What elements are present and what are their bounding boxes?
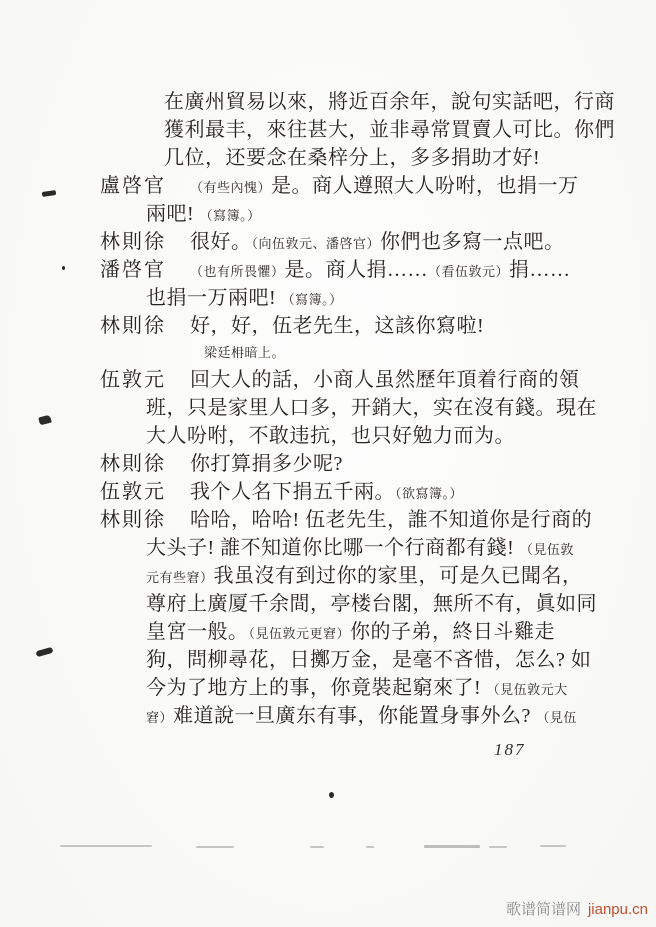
ink-speck bbox=[329, 792, 334, 798]
dialogue-text: 我个人名下捐五千兩。 bbox=[190, 481, 395, 503]
script-line bbox=[100, 228, 580, 256]
script-line bbox=[100, 646, 592, 674]
dialogue-text: 也捐一万兩吧! bbox=[146, 287, 282, 309]
stage-note-text: 元有些窘） bbox=[146, 570, 214, 585]
dialogue-text: 哈哈，哈哈! 伍老先生，誰不知道你是行商的 bbox=[190, 509, 593, 531]
dialogue-text: 獲利最丰，來往甚大，並非尋常買賣人可比。你們 bbox=[164, 119, 615, 141]
script-line bbox=[100, 284, 580, 312]
script-line bbox=[100, 618, 580, 646]
scan-smudge bbox=[489, 846, 507, 848]
ink-speck bbox=[42, 190, 57, 197]
dialogue-text: 在廣州貿易以來，將近百余年，說句实話吧，行商 bbox=[164, 91, 615, 113]
dialogue-text: 狗，問柳尋花，日擲万金，是毫不吝惜，怎么? 如 bbox=[146, 649, 592, 671]
page-number: 187 bbox=[494, 740, 526, 759]
script-line bbox=[100, 450, 580, 478]
stage-note-text: （見伍敦元更窘） bbox=[248, 626, 351, 641]
script-line bbox=[100, 534, 580, 562]
speaker-name: 伍敦元 bbox=[100, 481, 166, 503]
script-line bbox=[100, 506, 593, 534]
dialogue-text: 大头子! 誰不知道你比哪一个行商都有錢! bbox=[146, 537, 520, 559]
scan-smudge bbox=[310, 846, 324, 848]
dialogue-text: 很好。 bbox=[190, 231, 252, 253]
stage-note-text: （見伍敦元大 bbox=[486, 682, 568, 697]
stage-note-text: （寫簿。） bbox=[199, 208, 261, 223]
stage-note-text: （見伍 bbox=[536, 710, 577, 725]
dialogue-text: 捐…… bbox=[509, 259, 571, 281]
watermark-site-link[interactable]: jianpu.cn bbox=[587, 901, 648, 918]
scan-smudge bbox=[540, 845, 566, 847]
dialogue-text: 是。商人捐…… bbox=[284, 259, 429, 281]
dialogue-text: 兩吧! bbox=[146, 203, 200, 225]
ink-speck bbox=[38, 415, 52, 426]
dialogue-text: 你們也多寫一点吧。 bbox=[380, 231, 565, 253]
watermark bbox=[506, 898, 648, 919]
speaker-name: 林則徐 bbox=[100, 453, 166, 475]
dialogue-text: 是。商人遵照大人吩咐，也捐一万 bbox=[271, 175, 579, 197]
dialogue-text: 班，只是家里人口多，开銷大，实在沒有錢。現在 bbox=[146, 397, 597, 419]
script-line bbox=[100, 702, 580, 730]
dialogue-text: 我虽沒有到过你的家里，可是久已聞名， bbox=[213, 565, 583, 587]
stage-note-text: （見伍敦 bbox=[519, 542, 574, 557]
dialogue-text: 梁廷枏暗上。 bbox=[204, 345, 286, 360]
ink-speck bbox=[36, 647, 54, 657]
speaker-name: 潘啓官 bbox=[100, 259, 166, 281]
stage-direction-line bbox=[100, 340, 580, 366]
dialogue-text: 尊府上廣厦千余間，亭楼台閣，無所不有，眞如同 bbox=[146, 593, 597, 615]
stage-note-text: （看伍敦元） bbox=[428, 264, 510, 279]
dialogue-text: 你的子弟，終日斗雞走 bbox=[350, 621, 556, 643]
script-text-block bbox=[100, 88, 615, 730]
speaker-name: 盧啓官 bbox=[100, 175, 166, 197]
script-line bbox=[100, 200, 580, 228]
script-line bbox=[100, 478, 580, 506]
stage-note-text: （寫簿。） bbox=[281, 292, 343, 307]
script-line bbox=[100, 312, 580, 340]
script-line bbox=[100, 674, 580, 702]
dialogue-text: 难道說一旦廣东有事，你能置身事外么? bbox=[173, 705, 537, 727]
script-line bbox=[100, 256, 580, 284]
script-line bbox=[100, 422, 580, 450]
speaker-name: 林則徐 bbox=[100, 509, 166, 531]
script-line bbox=[100, 116, 615, 144]
speaker-name: 伍敦元 bbox=[100, 369, 166, 391]
script-line bbox=[100, 172, 580, 200]
stage-note-text: （向伍敦元、潘啓官） bbox=[251, 236, 381, 251]
dialogue-text: 回大人的話，小商人虽然歷年頂着行商的領 bbox=[190, 369, 580, 391]
script-line bbox=[100, 88, 615, 116]
speaker-name: 林則徐 bbox=[100, 231, 166, 253]
dialogue-text: 今为了地方上的事，你竟裝起窮來了! bbox=[146, 677, 487, 699]
scan-smudge bbox=[60, 845, 152, 847]
dialogue-text: 好，好，伍老先生，这該你寫啦! bbox=[190, 315, 485, 337]
scan-smudge bbox=[366, 846, 374, 848]
speaker-name: 林則徐 bbox=[100, 315, 166, 337]
scan-smudge bbox=[196, 846, 234, 848]
script-line bbox=[100, 144, 580, 172]
dialogue-text: 皇宮一般。 bbox=[146, 621, 249, 643]
script-line bbox=[100, 562, 583, 590]
script-line bbox=[100, 366, 580, 394]
dialogue-text: 你打算捐多少呢? bbox=[190, 453, 343, 475]
stage-note-text: 窘） bbox=[146, 710, 174, 725]
stage-note-text: （有些內愧） bbox=[190, 180, 272, 195]
scan-smudge bbox=[424, 845, 480, 848]
dialogue-text: 大人吩咐，不敢违抗，也只好勉力而为。 bbox=[146, 425, 515, 447]
script-line bbox=[100, 394, 597, 422]
ink-speck bbox=[62, 266, 65, 270]
script-line bbox=[100, 590, 597, 618]
stage-note-text: （也有所畏懼） bbox=[190, 264, 285, 279]
dialogue-text: 几位，还要念在桑梓分上，多多捐助才好! bbox=[164, 147, 541, 169]
watermark-site-name: 歌谱简谱网 bbox=[505, 901, 581, 918]
stage-note-text: （欲寫簿。） bbox=[395, 486, 464, 501]
